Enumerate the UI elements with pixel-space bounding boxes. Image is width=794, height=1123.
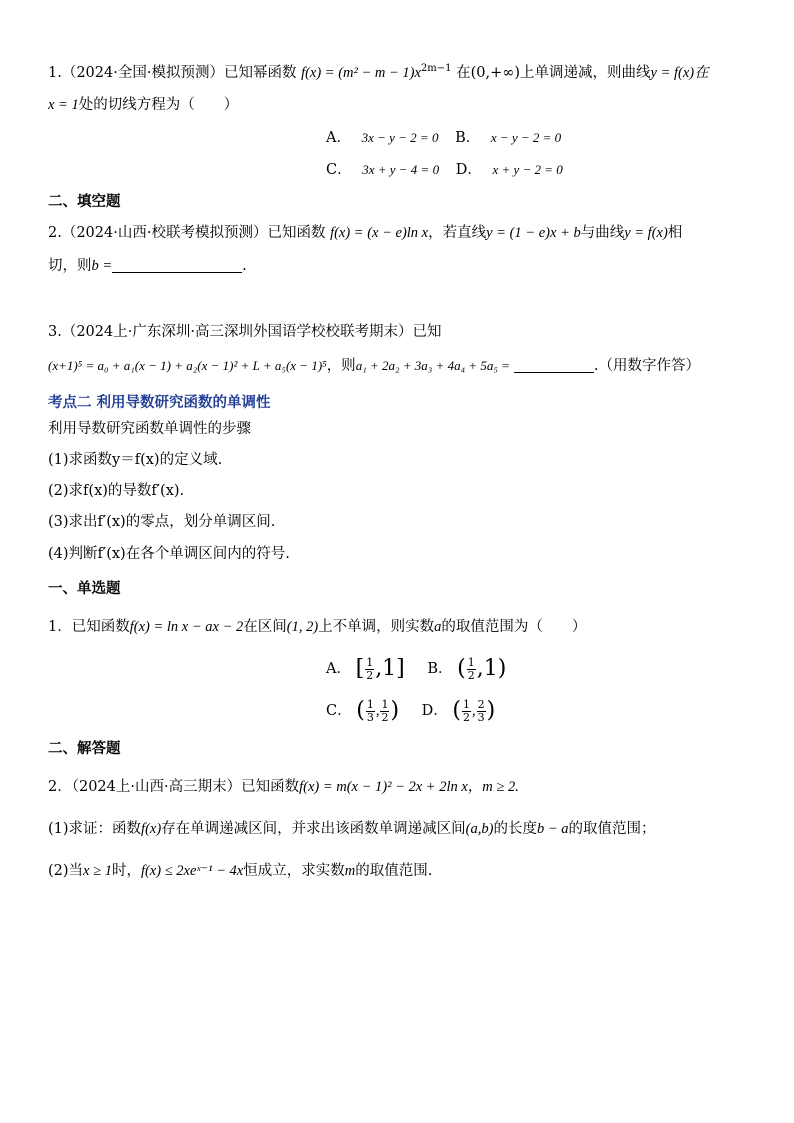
q2-prefix: 2.（2024·山西·校联考模拟预测）已知函数 <box>48 225 326 241</box>
q1-option-c-label: C． <box>326 162 352 178</box>
q4-end: 的取值范围为（ ） <box>441 619 587 635</box>
q4-option-d-right-paren: ) <box>486 698 496 723</box>
q1-option-a: 3x − y − 2 = 0 <box>361 130 439 145</box>
q2-mid: ，若直线 <box>428 225 487 241</box>
q1-option-d: x + y − 2 = 0 <box>492 162 563 177</box>
q2-end: 相 <box>667 225 683 241</box>
q5-p1-f: f(x) <box>141 821 162 837</box>
q5-p1-mid2: 的长度 <box>493 821 537 837</box>
q1-ask: 处的切线方程为（ ） <box>78 97 239 113</box>
q5-p1-mid: 存在单调递减区间，并求出该函数单调递减区间 <box>161 821 466 837</box>
frac-numerator: 2 <box>477 697 485 711</box>
section-fill-heading: 二、填空题 <box>48 193 121 210</box>
question-5-part-2 <box>48 860 432 882</box>
q4-option-d-fraction-2 <box>477 699 486 724</box>
frac-denominator: 2 <box>381 710 389 724</box>
q1-option-b-label: B． <box>455 130 481 146</box>
q5-p2-inequality: f(x) ≤ 2xeˣ⁻¹ − 4x <box>140 863 244 879</box>
q4-var: a <box>434 619 442 635</box>
q1-option-c: 3x + y − 4 = 0 <box>362 162 440 177</box>
q4-option-c-fraction-1 <box>366 699 375 724</box>
q2-line2-end: . <box>242 258 247 274</box>
q4-option-c-left-paren: ( <box>356 698 365 723</box>
frac-numerator: 1 <box>366 655 374 669</box>
section-answer-heading: 二、解答题 <box>48 740 121 757</box>
q4-formula: f(x) = ln x − ax − 2 <box>129 619 244 635</box>
q3-formula: (x+1)⁵ = a₀ + a₁(x − 1) + a₂(x − 1)² + L + a₅(x − 1)⁵ <box>48 358 327 373</box>
q5-prefix: 2．（2024上·山西·高三期末）已知函数 <box>48 779 300 795</box>
q5-formula: f(x) = m(x − 1)² − 2x + 2ln x <box>299 779 468 795</box>
q2-answer-blank[interactable] <box>112 272 242 273</box>
q2-tail: 与曲线 <box>580 225 625 241</box>
q2-var: b = <box>91 258 113 274</box>
q4-tail: 上不单调，则实数 <box>318 619 435 635</box>
step-2: (2)求f(x)的导数f′(x). <box>48 483 185 499</box>
q4-mid: 在区间 <box>243 619 287 635</box>
frac-numerator: 1 <box>381 697 389 711</box>
q5-p1-end: 的取值范围； <box>568 821 656 837</box>
q3-answer-blank[interactable] <box>514 372 594 373</box>
q5-p1-length: b − a <box>536 821 569 837</box>
q3-end: .（用数字作答） <box>593 358 701 374</box>
q4-option-d-comma: , <box>471 703 476 719</box>
frac-denominator: 3 <box>366 710 374 724</box>
q5-p2-cond: x ≥ 1 <box>83 863 112 879</box>
frac-numerator: 1 <box>467 655 475 669</box>
question-4-line-1 <box>48 616 586 638</box>
question-5-part-1 <box>48 818 656 840</box>
q1-mid: 在(0,+∞)上单调递减，则曲线 <box>456 65 651 81</box>
q4-prefix: 1．已知函数 <box>48 619 130 635</box>
q5-p1-pre: (1)求证：函数 <box>48 821 142 837</box>
frac-numerator: 1 <box>462 697 470 711</box>
q1-option-b: x − y − 2 = 0 <box>490 130 562 145</box>
q1-tail: y = f(x)在 <box>650 65 709 81</box>
step-3: (3)求出f′(x)的零点，划分单调区间. <box>48 514 276 530</box>
q4-option-c-label: C． <box>326 703 352 719</box>
q5-p2-end: 的取值范围. <box>355 863 433 879</box>
frac-denominator: 2 <box>462 710 470 724</box>
q5-p2-pre: (2)当 <box>48 863 84 879</box>
q4-option-c-comma: , <box>375 703 380 719</box>
q4-option-a-right: ,1] <box>375 656 405 681</box>
q4-option-b <box>457 655 507 682</box>
q5-p2-mid2: 恒成立，求实数 <box>243 863 345 879</box>
q4-option-b-fraction <box>467 657 476 682</box>
q4-option-b-right: ,1) <box>476 656 507 681</box>
q1-option-d-label: D． <box>455 162 482 178</box>
q1-options-row-1 <box>326 127 561 149</box>
frac-denominator: 2 <box>366 668 374 682</box>
q3-expr: a₁ + 2a₂ + 3a₃ + 4a₄ + 5a₅ = <box>355 358 510 373</box>
q1-point: x = 1 <box>48 97 79 113</box>
q2-curve: y = f(x) <box>624 225 668 241</box>
q2-formula: f(x) = (x − e)ln x <box>330 225 429 241</box>
q4-option-c-fraction-2 <box>380 699 389 724</box>
q1-exponent: 2m−1 <box>420 63 452 74</box>
q4-option-a-label: A． <box>326 661 351 677</box>
q5-p2-mid: 时， <box>111 863 141 879</box>
q4-option-d-label: D． <box>421 703 448 719</box>
q4-option-c <box>356 697 403 724</box>
q4-option-c-right-paren: ) <box>390 698 400 723</box>
q1-prefix: 1.（2024·全国·模拟预测）已知幂函数 <box>48 65 297 81</box>
q4-option-d-left-paren: ( <box>452 698 461 723</box>
q5-condition: ，m ≥ 2. <box>467 779 519 795</box>
q4-option-b-left-bracket: ( <box>457 656 466 681</box>
question-3-line-1: 3.（2024上·广东深圳·高三深圳外国语学校校联考期末）已知 <box>48 324 442 340</box>
frac-denominator: 3 <box>477 710 485 724</box>
question-2-line-1 <box>48 222 682 244</box>
q4-option-a-fraction <box>365 657 374 682</box>
q1-option-a-label: A． <box>326 130 351 146</box>
steps-title: 利用导数研究函数单调性的步骤 <box>48 421 251 437</box>
question-1-line-1 <box>48 58 709 84</box>
question-3-line-2 <box>48 355 700 378</box>
q4-options-row-1 <box>326 652 506 686</box>
frac-denominator: 2 <box>467 668 475 682</box>
section-single-heading: 一、单选题 <box>48 580 121 597</box>
q5-p2-var: m <box>344 863 356 879</box>
q4-option-a-left-bracket: [ <box>355 656 365 681</box>
frac-numerator: 1 <box>366 697 374 711</box>
step-1: (1)求函数y＝f(x)的定义域. <box>48 452 223 468</box>
q4-option-a <box>355 655 410 682</box>
question-5-line-1 <box>48 776 519 798</box>
question-1-line-2 <box>48 94 238 116</box>
step-4: (4)判断f′(x)在各个单调区间内的符号. <box>48 546 290 562</box>
question-2-line-2 <box>48 255 247 277</box>
kaodian-2-heading: 考点二 利用导数研究函数的单调性 <box>48 394 271 411</box>
q5-p1-interval: (a,b) <box>465 821 494 837</box>
q4-option-d-fraction-1 <box>462 699 471 724</box>
q3-mid: ，则 <box>326 358 356 374</box>
q1-options-row-2 <box>326 159 563 181</box>
q2-line2-pre: 切，则 <box>48 258 92 274</box>
q1-formula: f(x) = (m² − m − 1)x <box>301 65 421 81</box>
q4-interval: (1, 2) <box>286 619 319 635</box>
q4-option-b-label: B． <box>427 661 453 677</box>
q4-option-d <box>452 697 496 724</box>
q2-line-eq: y = (1 − e)x + b <box>486 225 581 241</box>
q4-options-row-2 <box>326 694 495 728</box>
